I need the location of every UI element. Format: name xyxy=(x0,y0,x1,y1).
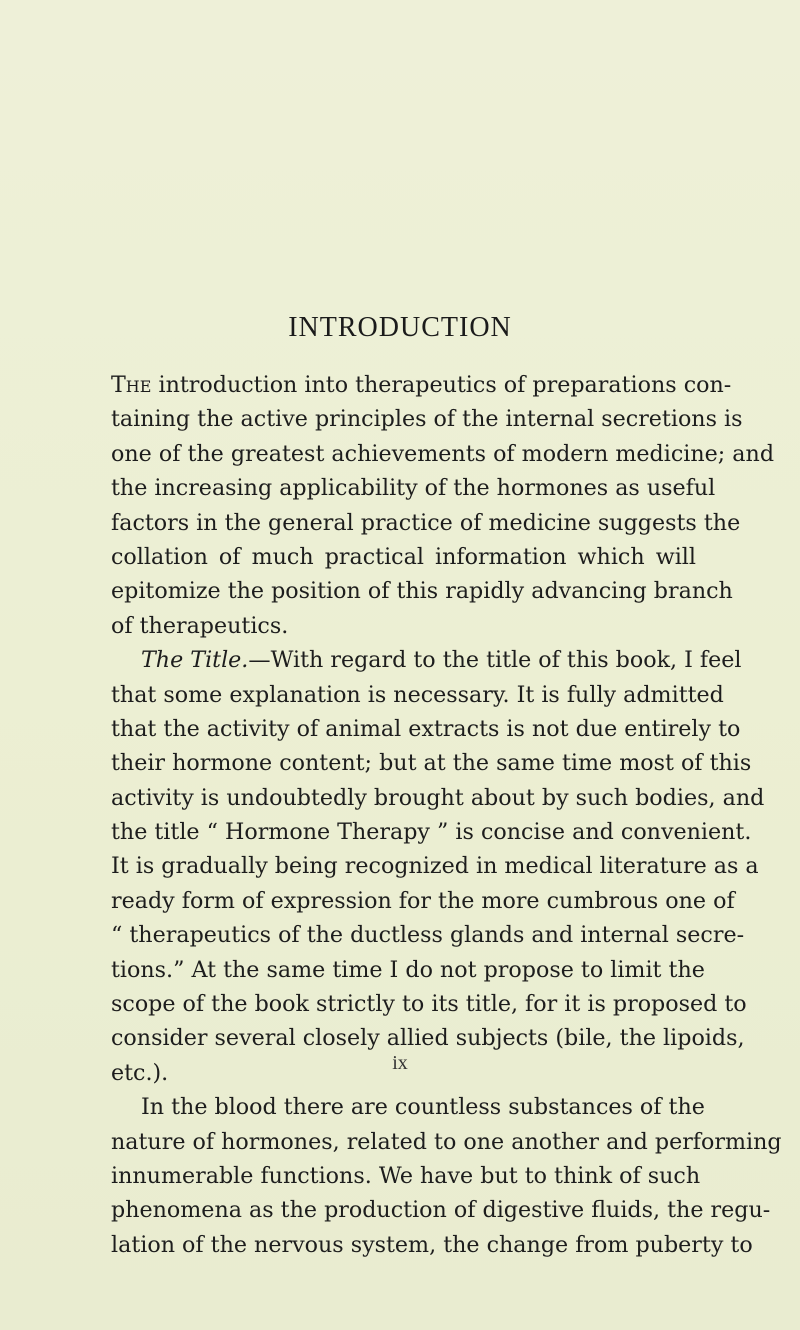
text-line: etc.). xyxy=(111,1059,169,1086)
text-line: It is gradually being recognized in medical literature as a xyxy=(111,853,759,880)
text-line: one of the greatest achievements of modern medicine; and xyxy=(111,440,775,467)
text-line: ready form of expression for the more cumbrous one of xyxy=(111,887,735,914)
text-line xyxy=(111,643,742,677)
text-line: nature of hormones, related to one another and performing xyxy=(111,1128,782,1155)
text-line: “ therapeutics of the ductless glands and internal secre- xyxy=(111,922,745,949)
text-line: taining the active principles of the internal secretions is xyxy=(111,406,743,433)
lead-word: The xyxy=(111,372,152,398)
line-text: —With regard to the title of this book, I feel xyxy=(248,647,742,674)
page-number: ix xyxy=(392,1052,408,1074)
text-line: of therapeutics. xyxy=(111,612,289,639)
text-line: that some explanation is necessary. It is fully admitted xyxy=(111,681,724,708)
text-line: tions.” At the same time I do not propose to limit the xyxy=(111,956,705,983)
text-line: activity is undoubtedly brought about by such bodies, and xyxy=(111,784,765,811)
text-line: their hormone content; but at the same time most of this xyxy=(111,750,752,777)
text-line: scope of the book strictly to its title, for it is proposed to xyxy=(111,991,747,1018)
text-line: innumerable functions. We have but to think of such xyxy=(111,1162,701,1189)
text-line: epitomize the position of this rapidly advancing branch xyxy=(111,578,733,605)
text-line: collation of much practical information which will xyxy=(111,543,696,570)
text-line: In the blood there are countless substances of the xyxy=(141,1094,705,1121)
text-line: that the activity of animal extracts is not due entirely to xyxy=(111,715,741,742)
text-line: phenomena as the production of digestive fluids, the regu- xyxy=(111,1197,771,1224)
line-text: introduction into therapeutics of preparations con- xyxy=(151,372,732,398)
text-line: the title “ Hormone Therapy ” is concise and convenient. xyxy=(111,819,752,846)
text-line: factors in the general practice of medicine suggests the xyxy=(111,509,741,536)
section-heading: The Title. xyxy=(141,647,249,674)
text-line: the increasing applicability of the hormones as useful xyxy=(111,475,716,502)
text-line: consider several closely allied subjects (bile, the lipoids, xyxy=(111,1025,745,1052)
text-line xyxy=(111,368,732,402)
text-line: lation of the nervous system, the change from puberty to xyxy=(111,1231,753,1258)
chapter-title: INTRODUCTION xyxy=(288,312,512,343)
body-text xyxy=(111,368,782,1262)
